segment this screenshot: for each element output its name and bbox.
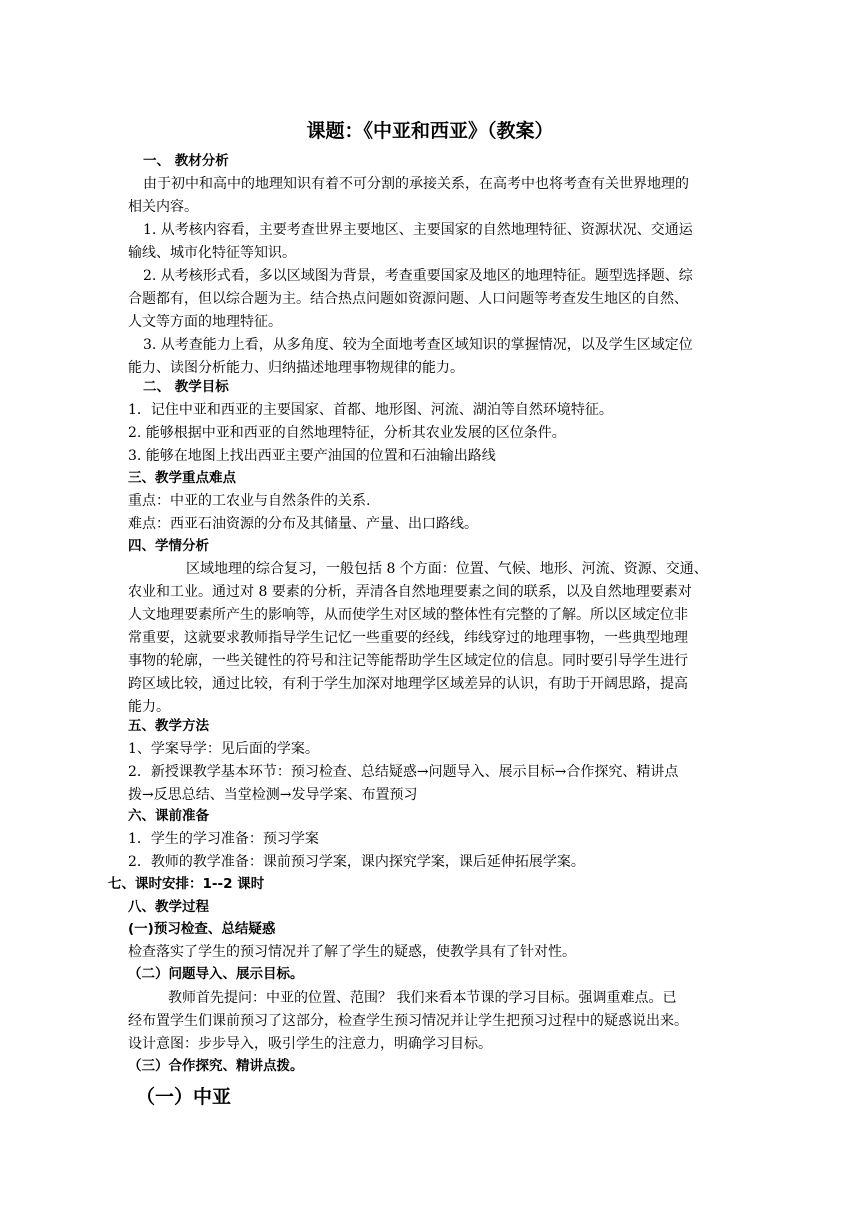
list-item: 1．记住中亚和西亚的主要国家、首都、地形图、河流、湖泊等自然环境特征。	[128, 402, 613, 418]
section-heading: 四、学情分析	[128, 538, 209, 554]
paragraph-line: 设计意图：步步导入，吸引学生的注意力，明确学习目标。	[128, 1036, 492, 1052]
paragraph-line: 相关内容。	[128, 199, 198, 215]
paragraph-line: 教师首先提问：中亚的位置、范围？ 我们来看本节课的学习目标。强调重难点。已	[168, 990, 677, 1006]
paragraph-line: 由于初中和高中的地理知识有着不可分割的承接关系，在高考中也将考查有关世界地理的	[143, 176, 689, 192]
paragraph-line: 难点：西亚石油资源的分布及其储量、产量、出口路线。	[128, 516, 478, 532]
list-item: 2. 能够根据中亚和西亚的自然地理特征，分析其农业发展的区位条件。	[128, 425, 566, 441]
paragraph-line: 合题都有，但以综合题为主。结合热点问题如资源问题、人口问题等考查发生地区的自然、	[128, 291, 688, 307]
paragraph-line: 3. 从考查能力上看，从多角度、较为全面地考查区域知识的掌握情况，以及学生区域定位	[143, 337, 693, 353]
section-heading: 七、课时安排：1--2 课时	[108, 876, 265, 892]
subsection-heading: （二）问题导入、展示目标。	[128, 966, 304, 982]
paragraph-line: 能力、读图分析能力、归纳描述地理事物规律的能力。	[128, 360, 464, 376]
paragraph-line: 能力。	[128, 699, 170, 715]
list-item: 3. 能够在地图上找出西亚主要产油国的位置和石油输出路线	[128, 448, 496, 464]
list-item: 1．学生的学习准备：预习学案	[128, 831, 319, 847]
paragraph-line: 经布置学生们课前预习了这部分，检查学生预习情况并让学生把预习过程中的疑惑说出来。	[128, 1013, 688, 1029]
paragraph-line: 1. 从考核内容看，主要考查世界主要地区、主要国家的自然地理特征、资源状况、交通运	[143, 222, 693, 238]
paragraph-line: 检查落实了学生的预习情况并了解了学生的疑惑，使教学具有了针对性。	[128, 944, 576, 960]
paragraph-line: 常重要，这就要求教师指导学生记忆一些重要的经线，纬线穿过的地理事物，一些典型地理	[128, 630, 688, 646]
section-heading: 三、教学重点难点	[128, 470, 236, 486]
list-item: 拨→反思总结、当堂检测→发导学案、布置预习	[128, 787, 418, 803]
page-title: 课题：《中亚和西亚》（教案）	[306, 120, 554, 142]
list-item: 1、学案导学：见后面的学案。	[128, 741, 319, 757]
section-heading: 八、教学过程	[128, 899, 209, 915]
section-heading: 一、 教材分析	[143, 153, 229, 169]
paragraph-line: 2. 从考核形式看，多以区域图为背景，考查重要国家及地区的地理特征。题型选择题、综	[143, 268, 693, 284]
paragraph-line: 区域地理的综合复习，一般包括 8 个方面：位置、气候、地形、河流、资源、交通、	[186, 561, 708, 577]
paragraph-line: 重点：中亚的工农业与自然条件的关系.	[128, 493, 371, 509]
section-heading: 六、课前准备	[128, 808, 209, 824]
section-heading: 五、教学方法	[128, 718, 209, 734]
paragraph-line: 人文地理要素所产生的影响等，从而使学生对区域的整体性有完整的了解。所以区域定位非	[128, 607, 688, 623]
subsection-heading: （三）合作探究、精讲点拨。	[128, 1058, 304, 1074]
list-item: 2．新授课教学基本环节：预习检查、总结疑惑→问题导入、展示目标→合作探究、精讲点	[128, 764, 679, 780]
section-heading: 二、 教学目标	[143, 379, 229, 395]
subsection-heading: (一)预习检查、总结疑惑	[128, 921, 276, 937]
paragraph-line: 事物的轮廓，一些关键性的符号和注记等能帮助学生区域定位的信息。同时要引导学生进行	[128, 653, 688, 669]
paragraph-line: 农业和工业。通过对 8 要素的分析，弄清各自然地理要素之间的联系，以及自然地理要素对	[128, 584, 692, 600]
paragraph-line: 跨区域比较，通过比较，有利于学生加深对地理学区域差异的认识，有助于开阔思路，提高	[128, 676, 688, 692]
paragraph-line: 人文等方面的地理特征。	[128, 314, 282, 330]
list-item: 2．教师的教学准备：课前预习学案，课内探究学案，课后延伸拓展学案。	[128, 854, 585, 870]
paragraph-line: 输线、城市化特征等知识。	[128, 245, 296, 261]
chapter-heading: （一）中亚	[136, 1086, 232, 1108]
